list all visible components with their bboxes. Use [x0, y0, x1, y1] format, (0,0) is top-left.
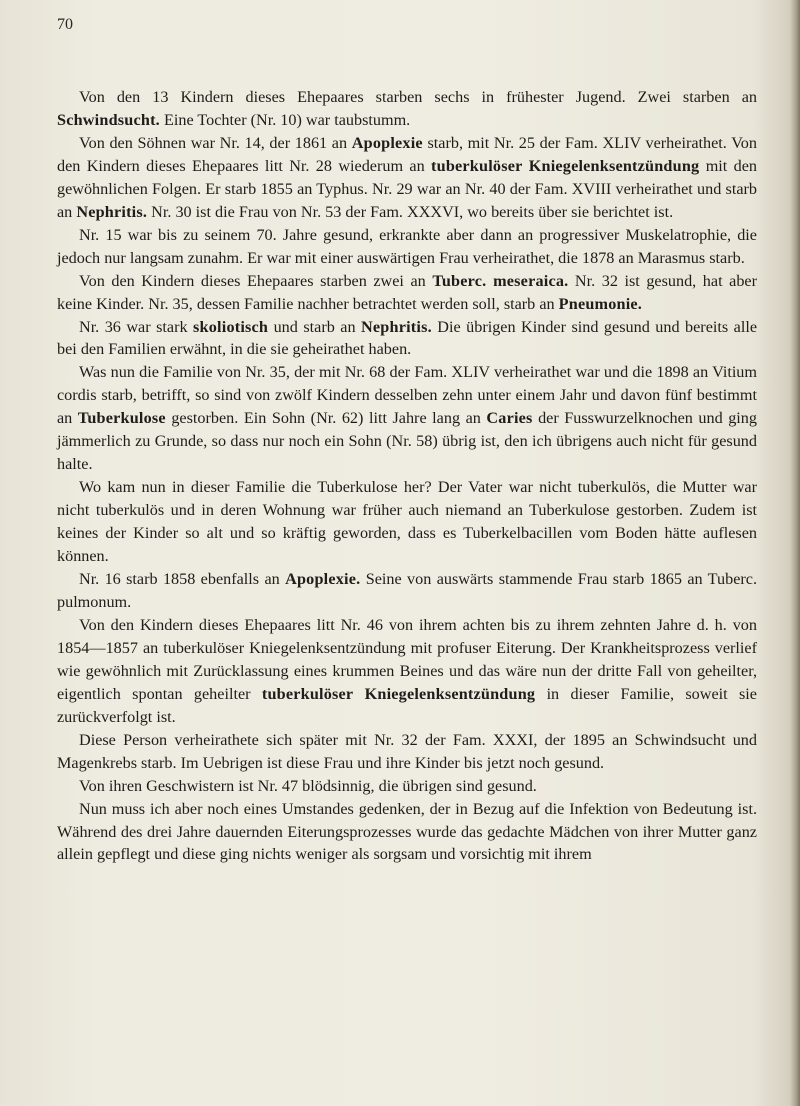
text-run: gestorben. Ein Sohn (Nr. 62) litt Jahre lang an [165, 409, 487, 428]
body-text [57, 86, 757, 866]
text-run: mit den gewöhnlichen Folgen. Er starb 1855 an Typhus. Nr. 29 war an Nr. 40 der Fam. XVIII verheirathet und starb an [57, 156, 757, 221]
text-run: der Fusswurzelknochen und ging jämmerlich zu Grunde, so dass nur noch ein Sohn (Nr. 58) übrig ist, den ich übrigens auch nicht für gesund halte. [57, 409, 757, 474]
text-run: Seine von auswärts stammende Frau starb 1865 an Tuberc. pulmonum. [57, 570, 757, 611]
paragraph [57, 86, 757, 132]
paragraph [57, 775, 757, 798]
paragraph [57, 476, 757, 568]
paragraph [57, 798, 757, 867]
text-run: Was nun die Familie von Nr. 35, der mit Nr. 68 der Fam. XLIV verheirathet war und die 1898 an Vitium cordis starb, betrifft, so sind von zwölf Kindern desselben zehn unter einem Jahr und davon fünf bestimmt an [57, 363, 757, 428]
emphasized-term: Tuberc. meseraica. [432, 271, 569, 290]
text-run: Wo kam nun in dieser Familie die Tuberkulose her? Der Vater war nicht tuberkulös, die Mutter war nicht tuberkulös und in deren Wohnung war früher auch niemand an Tuberkulose gestorben. Zudem ist keines der Kinder so alt und so kräftig geworden, dass es Tuberkelbacillen vom Boden hätte auflesen können. [57, 478, 757, 566]
text-run: Eine Tochter (Nr. 10) war taubstumm. [159, 110, 411, 129]
text-run: Von den Kindern dieses Ehepaares litt Nr. 46 von ihrem achten bis zu ihrem zehnten Jahre d. h. von 1854—1857 an tuberkulöser Kniegelenksentzündung mit profuser Eiterung. Der Krankheitsprozess verlief wie gewöhnlich mit Zurücklassung eines krummen Beines und das wäre nun der dritte Fall von geheilter, eigentlich spontan geheilter [57, 615, 757, 703]
paragraph [57, 614, 757, 729]
text-run: Von den Söhnen war Nr. 14, der 1861 an [79, 133, 352, 152]
page-edge-shadow [790, 0, 800, 1106]
emphasized-term: skoliotisch [193, 317, 269, 336]
text-run: Nr. 16 starb 1858 ebenfalls an [79, 570, 286, 589]
paragraph [57, 568, 757, 614]
text-run: Nr. 15 war bis zu seinem 70. Jahre gesund, erkrankte aber dann an progressiver Muskelatrophie, die jedoch nur langsam zunahm. Er war mit einer auswärtigen Frau verheirathet, die 1878 an Marasmus starb. [57, 225, 757, 267]
page-number: 70 [57, 16, 73, 33]
paragraph [57, 316, 757, 362]
paragraph [57, 132, 757, 224]
text-run: Die übrigen Kinder sind gesund und bereits alle bei den Familien erwähnt, in die sie geheirathet haben. [57, 317, 758, 359]
text-run: Von ihren Geschwistern ist Nr. 47 blödsinnig, die übrigen sind gesund. [79, 776, 537, 795]
emphasized-term: Tuberkulose [77, 409, 166, 428]
text-run: Von den Kindern dieses Ehepaares starben zwei an [79, 271, 433, 290]
text-run: Diese Person verheirathete sich später mit Nr. 32 der Fam. XXXI, der 1895 an Schwindsucht und Magenkrebs starb. Im Uebrigen ist diese Frau und ihre Kinder bis jetzt noch gesund. [57, 730, 757, 772]
emphasized-term: Caries [486, 409, 533, 428]
text-run: in dieser Familie, soweit sie zurückverfolgt ist. [57, 684, 757, 726]
emphasized-term: Pneumonie. [558, 294, 643, 313]
text-run: starb, mit Nr. 25 der Fam. XLIV verheirathet. Von den Kindern dieses Ehepaares litt Nr. 28 wiederum an [57, 133, 757, 175]
text-run: und starb an [268, 317, 362, 336]
text-run: Nr. 30 ist die Frau von Nr. 53 der Fam. XXXVI, wo bereits über sie berichtet ist. [147, 202, 674, 221]
emphasized-term: tuberkulöser Kniegelenksentzündung [431, 156, 700, 175]
paragraph [57, 361, 757, 476]
emphasized-term: Nephritis. [361, 317, 432, 336]
text-run: Nr. 36 war stark [79, 317, 194, 336]
emphasized-term: Apoplexie. [285, 570, 361, 589]
paragraph [57, 224, 757, 270]
emphasized-term: Nephritis. [76, 202, 148, 221]
paragraph [57, 270, 757, 316]
text-run: Nr. 32 ist gesund, hat aber keine Kinder. Nr. 35, dessen Familie nachher betrachtet werden soll, starb an [57, 271, 757, 313]
text-run: Von den 13 Kindern dieses Ehepaares starben sechs in frühester Jugend. Zwei starben an [79, 88, 757, 106]
emphasized-term: Schwindsucht. [57, 110, 160, 129]
paragraph [57, 729, 757, 775]
emphasized-term: tuberkulöser Kniegelenksentzündung [261, 684, 536, 703]
text-run: Nun muss ich aber noch eines Umstandes gedenken, der in Bezug auf die Infektion von Bedeutung ist. Während des drei Jahre dauernden Eiterungsprozesses wurde das gedachte Mädchen von ihrer Mutter ganz allein gepflegt und diese ging nichts weniger als sorgsam und vorsichtig mit ihrem [57, 799, 757, 864]
emphasized-term: Apoplexie [351, 133, 423, 152]
